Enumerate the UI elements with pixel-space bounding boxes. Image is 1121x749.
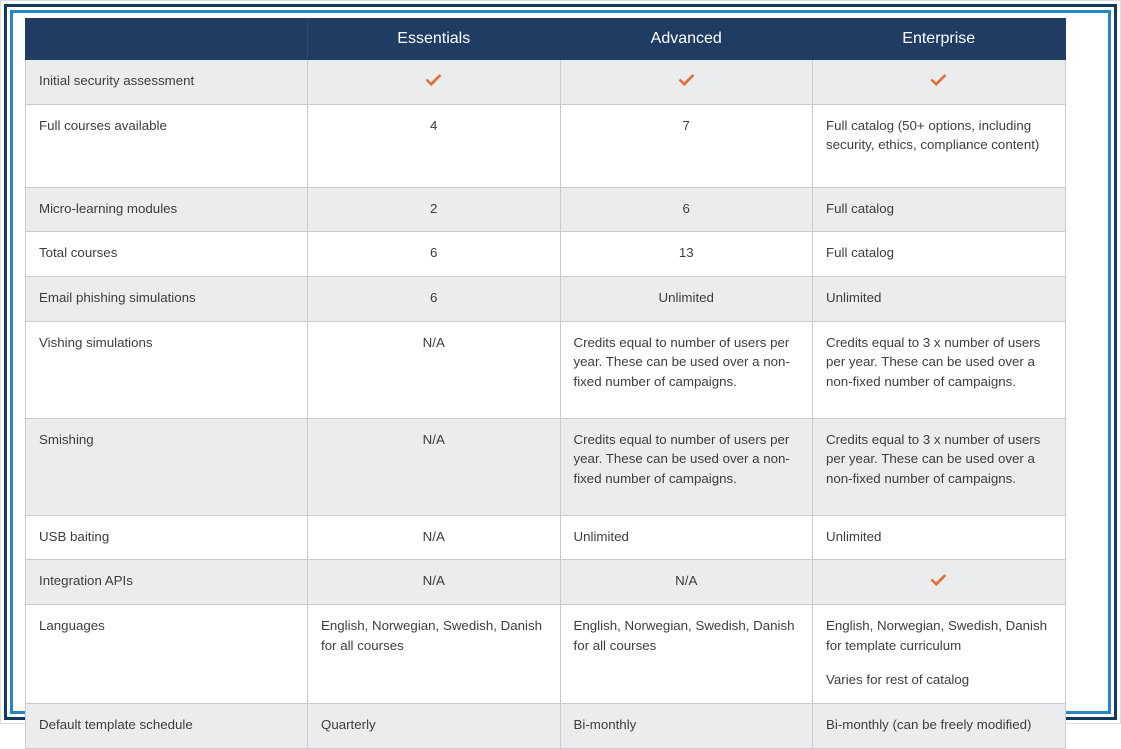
cell-text: N/A <box>422 573 445 589</box>
cell-content <box>574 116 800 174</box>
cell-advanced <box>560 60 813 105</box>
feature-label-text: Full courses available <box>39 117 167 133</box>
cell-content <box>39 116 294 174</box>
feature-label-text: USB baiting <box>39 528 110 544</box>
cell-advanced <box>560 321 813 418</box>
cell-content <box>574 571 800 591</box>
cell-enterprise <box>813 605 1066 704</box>
cell-essentials <box>308 704 561 749</box>
cell-text: Credits equal to 3 x number of users per year. These can be used over a non-fixed number of campaigns. <box>826 334 1041 390</box>
cell-content <box>321 71 547 91</box>
table-row <box>26 560 1066 605</box>
cell-feature-label <box>26 60 308 105</box>
table-row <box>26 418 1066 515</box>
cell-essentials <box>308 515 561 560</box>
cell-content <box>321 430 547 502</box>
cell-text: Credits equal to number of users per year. These can be used over a non-fixed number of campaigns. <box>573 431 790 487</box>
cell-advanced <box>560 277 813 322</box>
cell-text: 6 <box>682 200 690 216</box>
cell-content <box>321 199 547 219</box>
cell-text: Credits equal to number of users per year. These can be used over a non-fixed number of campaigns. <box>573 334 790 390</box>
cell-advanced <box>560 104 813 187</box>
cell-content <box>826 527 1052 547</box>
cell-text: Full catalog <box>826 245 894 261</box>
cell-enterprise <box>813 560 1066 605</box>
cell-text: Full catalog (50+ options, including security, ethics, compliance content) <box>826 117 1040 153</box>
feature-label-text: Integration APIs <box>39 573 133 589</box>
table-header-row <box>26 19 1066 60</box>
table-row <box>26 104 1066 187</box>
cell-enterprise <box>813 704 1066 749</box>
cell-text: Bi-monthly (can be freely modified) <box>826 717 1032 733</box>
cell-enterprise <box>813 321 1066 418</box>
cell-enterprise <box>813 418 1066 515</box>
cell-feature-label <box>26 515 308 560</box>
cell-content <box>321 616 547 684</box>
cell-content <box>39 243 294 263</box>
cell-essentials <box>308 187 561 232</box>
table-row <box>26 187 1066 232</box>
column-header-essentials: Essentials <box>308 19 561 60</box>
column-header-feature <box>26 19 308 60</box>
cell-advanced <box>560 515 813 560</box>
cell-enterprise <box>813 187 1066 232</box>
cell-text: N/A <box>422 334 445 350</box>
cell-content <box>826 571 1052 591</box>
cell-essentials <box>308 232 561 277</box>
cell-advanced <box>560 418 813 515</box>
cell-content <box>39 288 294 308</box>
cell-content <box>826 243 1052 263</box>
cell-enterprise <box>813 515 1066 560</box>
cell-content <box>321 116 547 174</box>
cell-content <box>39 571 294 591</box>
cell-text: English, Norwegian, Swedish, Danish for all courses <box>573 618 795 653</box>
cell-content <box>574 288 800 308</box>
cell-content <box>574 243 800 263</box>
table-row <box>26 605 1066 704</box>
feature-label-text: Default template schedule <box>39 717 193 733</box>
cell-text: Unlimited <box>826 528 882 544</box>
cell-content <box>39 616 294 684</box>
plan-comparison-table <box>25 18 1066 749</box>
cell-enterprise <box>813 232 1066 277</box>
cell-text: Unlimited <box>658 290 714 306</box>
cell-text: 7 <box>682 117 690 133</box>
cell-content <box>574 430 800 502</box>
cell-content <box>39 430 294 502</box>
cell-content <box>826 199 1052 219</box>
cell-content <box>826 288 1052 308</box>
cell-content <box>39 527 294 547</box>
cell-feature-label <box>26 277 308 322</box>
cell-text: Credits equal to 3 x number of users per year. These can be used over a non-fixed number of campaigns. <box>826 431 1041 487</box>
cell-text: Unlimited <box>573 528 629 544</box>
cell-text: 6 <box>430 245 438 261</box>
cell-content <box>574 199 800 219</box>
cell-content <box>321 288 547 308</box>
orange-checkmark-icon <box>424 73 443 88</box>
cell-content <box>826 116 1052 174</box>
cell-essentials <box>308 418 561 515</box>
cell-advanced <box>560 704 813 749</box>
table-row <box>26 277 1066 322</box>
cell-content <box>39 715 294 735</box>
cell-content <box>39 199 294 219</box>
cell-text: 6 <box>430 290 438 306</box>
table-header <box>26 19 1066 60</box>
cell-text: English, Norwegian, Swedish, Danish for all courses <box>321 618 542 653</box>
cell-content <box>321 571 547 591</box>
cell-text: 4 <box>430 117 438 133</box>
cell-text: 2 <box>430 200 438 216</box>
cell-text: N/A <box>422 528 445 544</box>
cell-feature-label <box>26 321 308 418</box>
feature-label-text: Vishing simulations <box>39 334 153 350</box>
feature-label-text: Languages <box>39 618 105 634</box>
cell-essentials <box>308 605 561 704</box>
cell-advanced <box>560 560 813 605</box>
feature-label-text: Email phishing simulations <box>39 290 196 306</box>
cell-text: N/A <box>422 431 445 447</box>
cell-essentials <box>308 60 561 105</box>
cell-feature-label <box>26 418 308 515</box>
cell-content <box>39 71 294 91</box>
cell-text-secondary: Varies for rest of catalog <box>826 672 970 688</box>
cell-feature-label <box>26 187 308 232</box>
cell-text: Bi-monthly <box>573 717 637 733</box>
cell-text: Unlimited <box>826 290 882 306</box>
cell-content <box>826 715 1052 735</box>
cell-content <box>39 333 294 405</box>
orange-checkmark-icon <box>929 73 948 88</box>
orange-checkmark-icon <box>929 573 948 588</box>
cell-content <box>321 243 547 263</box>
table-row <box>26 232 1066 277</box>
cell-content <box>321 715 547 735</box>
cell-enterprise <box>813 104 1066 187</box>
table-row <box>26 704 1066 749</box>
column-header-advanced: Advanced <box>560 19 813 60</box>
cell-text: N/A <box>675 573 698 589</box>
cell-feature-label <box>26 104 308 187</box>
cell-content <box>574 715 800 735</box>
table-row <box>26 60 1066 105</box>
cell-content <box>826 333 1052 405</box>
feature-label-text: Total courses <box>39 245 118 261</box>
cell-essentials <box>308 277 561 322</box>
cell-feature-label <box>26 605 308 704</box>
cell-feature-label <box>26 704 308 749</box>
cell-advanced <box>560 187 813 232</box>
cell-enterprise <box>813 277 1066 322</box>
cell-text: 13 <box>678 245 694 261</box>
cell-text: Full catalog <box>826 200 894 216</box>
feature-label-text: Micro-learning modules <box>39 200 178 216</box>
cell-content <box>321 527 547 547</box>
cell-essentials <box>308 321 561 418</box>
table-body <box>26 60 1066 749</box>
table-row <box>26 515 1066 560</box>
column-header-enterprise: Enterprise <box>813 19 1066 60</box>
cell-content <box>826 430 1052 502</box>
cell-essentials <box>308 560 561 605</box>
cell-content <box>574 616 800 684</box>
table-row <box>26 321 1066 418</box>
cell-advanced <box>560 605 813 704</box>
feature-label-text: Initial security assessment <box>39 73 195 88</box>
cell-enterprise <box>813 60 1066 105</box>
orange-checkmark-icon <box>677 73 696 88</box>
cell-content <box>574 333 800 405</box>
cell-text: Quarterly <box>321 717 376 733</box>
cell-content <box>826 71 1052 91</box>
cell-feature-label <box>26 232 308 277</box>
cell-essentials <box>308 104 561 187</box>
cell-feature-label <box>26 560 308 605</box>
feature-label-text: Smishing <box>39 431 94 447</box>
cell-content <box>826 616 1052 690</box>
cell-text: English, Norwegian, Swedish, Danish for template curriculum <box>826 618 1047 653</box>
cell-content <box>574 527 800 547</box>
cell-content <box>574 71 800 91</box>
cell-content <box>321 333 547 405</box>
cell-advanced <box>560 232 813 277</box>
